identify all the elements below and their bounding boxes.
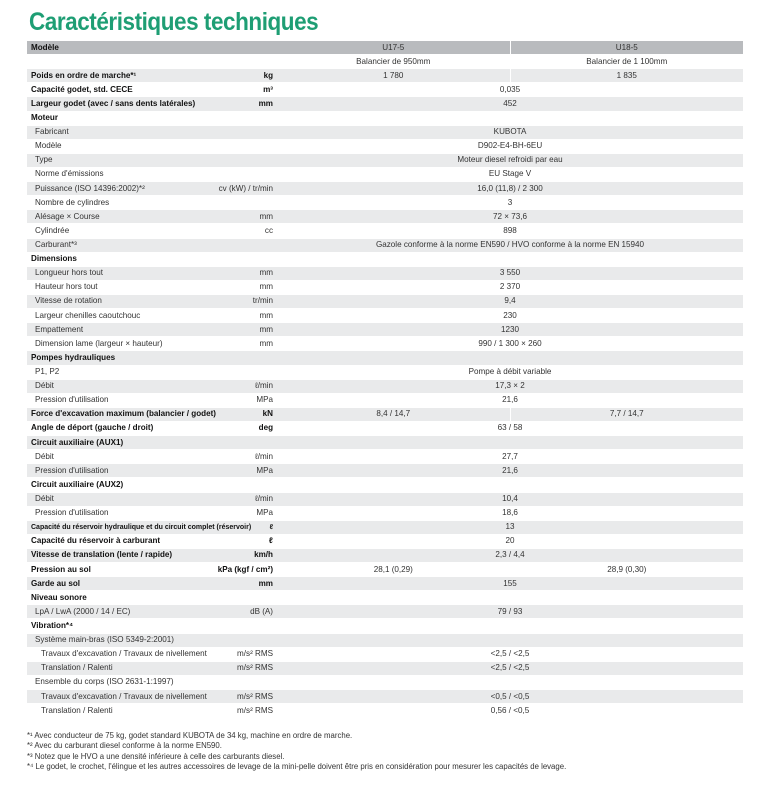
spec-value-u18: 28,9 (0,30) <box>510 563 743 577</box>
spec-value-u17: 1 780 <box>277 69 510 83</box>
spec-row <box>27 41 743 55</box>
spec-label <box>27 450 277 464</box>
spec-label-text: Hauteur hors tout <box>35 282 98 292</box>
spec-label-text: Translation / Ralenti <box>41 663 113 673</box>
spec-label <box>27 407 277 421</box>
spec-row <box>27 407 743 421</box>
spec-label-text: Pression d'utilisation <box>35 465 109 475</box>
spec-label <box>27 266 277 280</box>
spec-value: Gazole conforme à la norme EN590 / HVO conforme à la norme EN 15940 <box>277 238 743 252</box>
spec-unit: mm <box>258 98 274 108</box>
spec-unit: ℓ <box>269 536 274 546</box>
spec-label <box>27 605 277 619</box>
spec-value: 13 <box>277 520 743 534</box>
spec-value <box>277 111 743 125</box>
spec-label-text: Débit <box>35 451 54 461</box>
spec-label <box>27 704 277 718</box>
spec-value: 230 <box>277 309 743 323</box>
spec-row <box>27 182 743 196</box>
spec-value: 3 550 <box>277 266 743 280</box>
spec-unit: mm <box>259 324 274 334</box>
spec-value: 1230 <box>277 323 743 337</box>
spec-label-text: Longueur hors tout <box>35 268 103 278</box>
spec-value-u17: 8,4 / 14,7 <box>277 407 510 421</box>
spec-label-text: Type <box>35 155 53 165</box>
spec-label-text: Empattement <box>35 324 84 334</box>
spec-label-text: Capacité du réservoir à carburant <box>31 536 161 546</box>
spec-row <box>27 69 743 83</box>
spec-value: 21,6 <box>277 393 743 407</box>
spec-row <box>27 83 743 97</box>
spec-value: Pompe à débit variable <box>277 365 743 379</box>
spec-label-text: Circuit auxiliaire (AUX1) <box>31 437 124 447</box>
spec-label-text: LpA / LwA (2000 / 14 / EC) <box>35 606 131 616</box>
spec-label <box>27 167 277 181</box>
spec-row <box>27 224 743 238</box>
spec-unit: ℓ/min <box>255 494 274 503</box>
spec-label <box>27 210 277 224</box>
spec-label <box>27 337 277 351</box>
spec-value <box>277 633 743 647</box>
spec-row <box>27 210 743 224</box>
spec-row <box>27 238 743 252</box>
spec-label <box>27 436 277 450</box>
spec-label <box>27 633 277 647</box>
spec-label <box>27 393 277 407</box>
spec-label-text: Force d'excavation maximum (balancier / godet) <box>31 409 216 419</box>
spec-label <box>27 379 277 393</box>
spec-label <box>27 534 277 548</box>
spec-label-text: Pression au sol <box>31 564 91 574</box>
spec-label-text: Dimensions <box>31 254 77 264</box>
spec-row <box>27 450 743 464</box>
spec-label-text: Pression d'utilisation <box>35 395 109 405</box>
spec-row <box>27 167 743 181</box>
spec-label <box>27 238 277 252</box>
spec-value: <2,5 / <2,5 <box>277 661 743 675</box>
spec-row <box>27 55 743 69</box>
spec-value: 16,0 (11,8) / 2 300 <box>277 182 743 196</box>
spec-label-text: Pression d'utilisation <box>35 508 109 518</box>
spec-value <box>277 351 743 365</box>
spec-row <box>27 323 743 337</box>
footnote-3: *³ Notez que le HVO a une densité inférieure à celle des carburants diesel. <box>27 751 285 761</box>
spec-unit: mm <box>259 282 274 292</box>
spec-label <box>27 196 277 210</box>
spec-unit: m³ <box>263 84 274 94</box>
spec-value-u17: 28,1 (0,29) <box>277 563 510 577</box>
spec-row <box>27 534 743 548</box>
spec-value: 18,6 <box>277 506 743 520</box>
spec-value: 0,035 <box>277 83 743 97</box>
spec-label <box>27 125 277 139</box>
spec-value: 898 <box>277 224 743 238</box>
spec-value: 10,4 <box>277 492 743 506</box>
spec-unit: MPa <box>256 508 274 518</box>
footnotes <box>27 731 566 773</box>
spec-value: 452 <box>277 97 743 111</box>
spec-value: D902-E4-BH-6EU <box>277 139 743 153</box>
spec-unit: ℓ/min <box>255 381 274 391</box>
spec-label <box>27 182 277 196</box>
footnote-4: *⁴ Le godet, le crochet, l'élingue et les autres accessoires de levage de la mini-pelle doivent être pris en considération pour mesurer les capacités de levage. <box>27 762 567 772</box>
spec-row <box>27 421 743 435</box>
spec-label <box>27 675 277 689</box>
spec-label-text: P1, P2 <box>35 367 60 377</box>
spec-label <box>27 97 277 111</box>
spec-label-text: Carburant*³ <box>35 240 77 250</box>
spec-unit: MPa <box>256 465 274 475</box>
spec-unit: MPa <box>256 395 274 405</box>
spec-label <box>27 294 277 308</box>
spec-value: 27,7 <box>277 450 743 464</box>
spec-unit: mm <box>258 578 274 588</box>
spec-unit: kPa (kgf / cm²) <box>217 564 274 574</box>
spec-value: 2 370 <box>277 280 743 294</box>
spec-row <box>27 577 743 591</box>
spec-row <box>27 675 743 689</box>
spec-label <box>27 153 277 167</box>
spec-unit: m/s² RMS <box>237 663 274 673</box>
spec-value <box>277 478 743 492</box>
spec-value: EU Stage V <box>277 167 743 181</box>
spec-label-text: Largeur godet (avec / sans dents latérales) <box>31 98 196 108</box>
spec-row <box>27 506 743 520</box>
spec-row <box>27 252 743 266</box>
spec-label-text: Fabricant <box>35 127 69 137</box>
spec-unit: dB (A) <box>250 606 274 616</box>
spec-label <box>27 478 277 492</box>
spec-unit: tr/min <box>252 296 274 306</box>
spec-label-text: Alésage × Course <box>35 211 100 221</box>
spec-label-text: Débit <box>35 494 54 503</box>
spec-unit: cv (kW) / tr/min <box>218 183 274 193</box>
spec-label <box>27 41 277 55</box>
spec-label <box>27 464 277 478</box>
spec-value-u17: U17-5 <box>277 41 510 55</box>
spec-label <box>27 280 277 294</box>
spec-unit: kN <box>262 409 274 419</box>
spec-unit: km/h <box>254 550 274 560</box>
spec-unit: m/s² RMS <box>237 691 274 701</box>
spec-label <box>27 69 277 83</box>
spec-label-text: Pompes hydrauliques <box>31 352 116 362</box>
spec-row <box>27 633 743 647</box>
spec-row <box>27 280 743 294</box>
spec-row <box>27 351 743 365</box>
spec-label <box>27 365 277 379</box>
spec-value-u18: 1 835 <box>510 69 743 83</box>
footnote-2: *² Avec du carburant diesel conforme à la norme EN590. <box>27 741 222 751</box>
spec-label <box>27 619 277 633</box>
spec-unit: cc <box>264 225 274 235</box>
spec-row <box>27 704 743 718</box>
spec-unit: ℓ <box>269 523 274 531</box>
spec-label <box>27 520 277 534</box>
spec-row <box>27 436 743 450</box>
spec-label <box>27 252 277 266</box>
spec-label <box>27 55 277 69</box>
spec-value: 72 × 73,6 <box>277 210 743 224</box>
spec-label-text: Norme d'émissions <box>35 169 104 179</box>
spec-row <box>27 139 743 153</box>
spec-value <box>277 619 743 633</box>
spec-value: 9,4 <box>277 294 743 308</box>
spec-label <box>27 83 277 97</box>
spec-label-text: Garde au sol <box>31 578 81 588</box>
spec-label <box>27 591 277 605</box>
spec-row <box>27 365 743 379</box>
spec-label-text: Largeur chenilles caoutchouc <box>35 310 141 320</box>
spec-label <box>27 690 277 704</box>
spec-label-text: Débit <box>35 381 54 391</box>
spec-row <box>27 478 743 492</box>
spec-value-u18: 7,7 / 14,7 <box>510 407 743 421</box>
spec-label-text: Translation / Ralenti <box>41 705 113 715</box>
spec-label-text: Vitesse de translation (lente / rapide) <box>31 550 173 560</box>
spec-value <box>277 591 743 605</box>
spec-label-text: Nombre de cylindres <box>35 197 110 207</box>
spec-label-text: Dimension lame (largeur × hauteur) <box>35 338 163 348</box>
spec-row <box>27 97 743 111</box>
spec-label-text: Travaux d'excavation / Travaux de nivellement <box>41 691 207 701</box>
spec-label <box>27 351 277 365</box>
spec-unit: mm <box>259 268 274 278</box>
spec-label <box>27 492 277 506</box>
spec-unit: deg <box>258 423 274 433</box>
spec-label <box>27 111 277 125</box>
page-title: Caractéristiques techniques <box>29 8 319 36</box>
spec-label-text: Circuit auxiliaire (AUX2) <box>31 479 124 489</box>
spec-label <box>27 563 277 577</box>
spec-label-text: Puissance (ISO 14396:2002)*² <box>35 183 145 193</box>
spec-row <box>27 294 743 308</box>
spec-unit: ℓ/min <box>255 451 274 461</box>
spec-row <box>27 153 743 167</box>
spec-value: <0,5 / <0,5 <box>277 690 743 704</box>
spec-value: <2,5 / <2,5 <box>277 647 743 661</box>
spec-row <box>27 619 743 633</box>
spec-unit: mm <box>259 310 274 320</box>
spec-value: 20 <box>277 534 743 548</box>
spec-label <box>27 323 277 337</box>
spec-unit: mm <box>259 211 274 221</box>
spec-label <box>27 661 277 675</box>
spec-value: KUBOTA <box>277 125 743 139</box>
spec-row <box>27 337 743 351</box>
spec-label-text: Capacité du réservoir hydraulique et du circuit complet (réservoir) <box>31 523 252 531</box>
spec-row <box>27 379 743 393</box>
spec-row <box>27 266 743 280</box>
spec-label-text: Modèle <box>31 42 59 52</box>
spec-row <box>27 690 743 704</box>
spec-value <box>277 252 743 266</box>
spec-row <box>27 196 743 210</box>
spec-label-text: Vibration*⁴ <box>31 620 74 630</box>
spec-value: Moteur diesel refroidi par eau <box>277 153 743 167</box>
spec-row <box>27 548 743 562</box>
spec-value <box>277 675 743 689</box>
spec-value: 21,6 <box>277 464 743 478</box>
spec-label-text: Moteur <box>31 113 58 123</box>
spec-label-text: Vitesse de rotation <box>35 296 102 306</box>
spec-row <box>27 125 743 139</box>
spec-value: 0,56 / <0,5 <box>277 704 743 718</box>
spec-label <box>27 421 277 435</box>
spec-label <box>27 506 277 520</box>
spec-label <box>27 224 277 238</box>
spec-value <box>277 436 743 450</box>
spec-label <box>27 309 277 323</box>
spec-label-text: Angle de déport (gauche / droit) <box>31 423 154 433</box>
spec-value: 2,3 / 4,4 <box>277 548 743 562</box>
spec-value: 990 / 1 300 × 260 <box>277 337 743 351</box>
spec-label-text: Ensemble du corps (ISO 2631-1:1997) <box>35 677 174 687</box>
spec-label-text: Poids en ordre de marche*¹ <box>31 70 137 80</box>
spec-value: 3 <box>277 196 743 210</box>
spec-label <box>27 577 277 591</box>
spec-label-text: Cylindrée <box>35 225 70 235</box>
spec-row <box>27 309 743 323</box>
spec-value-u17: Balancier de 950mm <box>277 55 510 69</box>
spec-unit: mm <box>259 338 274 348</box>
spec-row <box>27 464 743 478</box>
spec-row <box>27 520 743 534</box>
spec-row <box>27 647 743 661</box>
spec-row <box>27 111 743 125</box>
spec-value-u18: U18-5 <box>510 41 743 55</box>
spec-row <box>27 393 743 407</box>
spec-label <box>27 647 277 661</box>
spec-label <box>27 548 277 562</box>
spec-label-text: Niveau sonore <box>31 592 87 602</box>
spec-unit: m/s² RMS <box>237 649 274 659</box>
spec-label-text: Travaux d'excavation / Travaux de nivellement <box>41 649 207 659</box>
spec-row <box>27 661 743 675</box>
spec-row <box>27 591 743 605</box>
spec-label-text: Modèle <box>35 141 62 151</box>
spec-unit: kg <box>263 70 274 80</box>
spec-value-u18: Balancier de 1 100mm <box>510 55 743 69</box>
spec-value: 155 <box>277 577 743 591</box>
spec-label-text: Capacité godet, std. CECE <box>31 84 133 94</box>
spec-row <box>27 605 743 619</box>
footnote-1: *¹ Avec conducteur de 75 kg, godet standard KUBOTA de 34 kg, machine en ordre de marche. <box>27 731 353 740</box>
spec-row <box>27 492 743 506</box>
spec-unit: m/s² RMS <box>237 705 274 715</box>
spec-table <box>27 41 743 718</box>
spec-row <box>27 563 743 577</box>
spec-value: 17,3 × 2 <box>277 379 743 393</box>
spec-label-text: Système main-bras (ISO 5349-2:2001) <box>35 635 175 645</box>
spec-value: 63 / 58 <box>277 421 743 435</box>
spec-value: 79 / 93 <box>277 605 743 619</box>
spec-label <box>27 139 277 153</box>
